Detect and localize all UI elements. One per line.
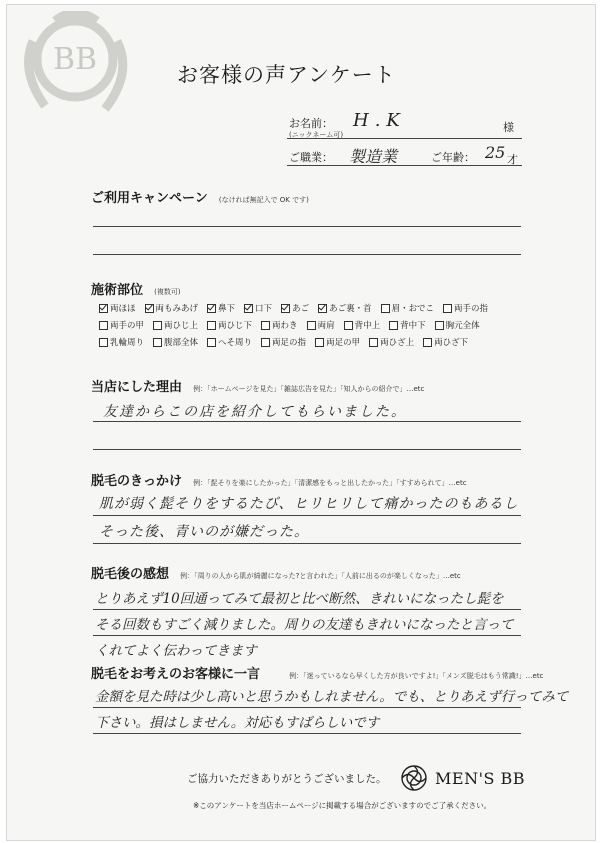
area-option[interactable] [281,302,309,314]
area-option-label: 両わき [272,321,298,331]
areas-heading: 施術部位 [91,283,144,298]
area-option[interactable] [261,336,306,348]
area-checkbox[interactable] [261,321,270,330]
area-option[interactable] [207,302,235,314]
area-option-label: 胸元全体 [445,321,480,331]
trigger-section [91,470,467,489]
area-option-label: 両ほほ [110,304,136,314]
trigger-answer-line-1: 肌が弱く髭そりをするたび、ヒリヒリして痛かったのもあるし [99,496,519,512]
area-checkbox[interactable] [244,304,253,313]
area-option-label: 両肩 [317,321,335,331]
area-option-label: へそ周り [218,338,253,348]
trigger-note: 例：「髭そりを楽にしたかった」「清潔感をもっと出したかった」「すすめられて」…etc [193,479,467,487]
area-option[interactable] [153,319,198,331]
area-checkbox[interactable] [145,304,154,313]
area-option[interactable] [153,336,198,348]
area-option[interactable] [244,302,272,314]
area-option-label: 両ひざ下 [434,338,469,348]
job-value: 製造業 [349,147,398,166]
area-checkbox[interactable] [318,304,327,313]
area-option[interactable] [261,319,298,331]
areas-row [99,336,559,348]
area-checkbox[interactable] [435,321,444,330]
area-option[interactable] [344,319,381,331]
thanks-text: ご協力いただきありがとうございました。 [187,773,387,785]
page-title: お客様の声アンケート [177,63,396,87]
reason-section [91,376,424,395]
area-option-label: 口下 [255,304,273,314]
areas-section [91,279,181,298]
publication-notice: ※このアンケートを当店ホームページに掲載する場合がございますのでご了承ください。 [193,801,492,810]
area-option-label: 腹部全体 [164,338,199,348]
area-option[interactable] [318,302,372,314]
area-checkbox[interactable] [207,304,216,313]
area-option[interactable] [443,302,488,314]
campaign-heading: ご利用キャンペーン [91,191,208,206]
area-option-label: あご [292,304,310,314]
name-sub-label: (ニックネーム可) [289,131,344,139]
impression-heading: 脱毛後の感想 [91,567,170,582]
name-value: H.K [353,110,406,131]
bb-rose-logo-icon [15,11,165,121]
area-checkbox[interactable] [99,321,108,330]
advice-note: 例：「迷っているなら早くした方が良いですよ!」「メンズ脱毛はもう常識!」…etc [289,672,544,680]
area-option-label: 眉・おでこ [391,304,435,314]
area-checkbox[interactable] [153,338,162,347]
impression-answer-line-1: とりあえず10回通ってみて最初と比べ断然、きれいになったし髭を [95,591,504,607]
area-checkbox[interactable] [207,321,216,330]
area-option-label: 両足の甲 [326,338,361,348]
impression-section [91,563,461,582]
svg-text:BB: BB [52,42,98,77]
area-checkbox[interactable] [307,321,316,330]
brand-name: MEN'S BB [435,768,526,788]
advice-section [91,663,543,682]
area-option[interactable] [99,336,144,348]
area-option[interactable] [145,302,199,314]
area-option-label: 両もみあげ [155,304,199,314]
area-option-label: 乳輪周り [110,338,145,348]
areas-note: (複数可) [154,288,181,296]
rose-icon [399,763,429,793]
area-option[interactable] [381,302,434,314]
impression-note: 例：「周りの人から肌が綺麗になった?と言われた」「人前に出るのが楽しくなった」…etc [180,572,461,580]
area-checkbox[interactable] [99,338,108,347]
trigger-heading: 脱毛のきっかけ [91,474,183,489]
age-label: ご年齢： [431,151,475,164]
area-checkbox[interactable] [99,304,108,313]
impression-answer-line-3: くれてよく伝わってきます [95,643,257,659]
area-checkbox[interactable] [281,304,290,313]
advice-answer-line-1: 金額を見た時は少し高いと思うかもしれません。でも、とりあえず行ってみて [95,689,569,705]
area-option[interactable] [423,336,468,348]
area-checkbox[interactable] [207,338,216,347]
area-option[interactable] [207,319,252,331]
reason-note: 例：「ホームページを見た」「雑誌広告を見た」「知人からの紹介で」…etc [193,385,425,393]
area-option-label: 背中下 [400,321,426,331]
areas-row [99,302,559,314]
area-option[interactable] [315,336,360,348]
areas-checklist [99,302,559,353]
age-value: 25 [485,143,506,162]
reason-heading: 当店にした理由 [91,380,183,395]
area-checkbox[interactable] [389,321,398,330]
area-option[interactable] [389,319,426,331]
area-checkbox[interactable] [443,304,452,313]
area-option[interactable] [435,319,480,331]
area-option-label: 鼻下 [218,304,236,314]
area-option-label: あご裏・首 [329,304,372,314]
area-option-label: 両ひじ上 [164,321,199,331]
area-option-label: 両手の指 [454,304,489,314]
trigger-answer-line-2: そった後、青いのが嫌だった。 [99,524,309,540]
areas-row [99,319,559,331]
survey-sheet [6,4,596,841]
area-option[interactable] [99,319,144,331]
campaign-section [91,187,309,206]
area-option-label: 両ひじ下 [218,321,253,331]
area-option[interactable] [99,302,136,314]
age-suffix: 才 [507,153,518,166]
area-checkbox[interactable] [315,338,324,347]
brand-logo [399,763,525,793]
area-option-label: 背中上 [354,321,381,331]
area-option[interactable] [307,319,335,331]
area-checkbox[interactable] [381,304,390,313]
reason-answer: 友達からこの店を紹介してもらいました。 [103,404,407,420]
area-option-label: 両手の甲 [110,321,145,331]
area-checkbox[interactable] [153,321,162,330]
area-checkbox[interactable] [423,338,432,347]
impression-answer-line-2: そる回数もすごく減りました。周りの友達もきれいになったと言って [95,617,514,633]
job-label: ご職業： [289,151,333,164]
area-option[interactable] [369,336,414,348]
area-checkbox[interactable] [261,338,270,347]
area-option-label: 両ひざ上 [380,338,415,348]
area-option-label: 両足の指 [272,338,307,348]
area-option[interactable] [207,336,252,348]
advice-answer-line-2: 下さい。損はしません。対応もすばらしいです [95,715,380,731]
area-checkbox[interactable] [344,321,353,330]
name-suffix: 様 [503,121,514,134]
advice-heading: 脱毛をお考えのお客様に一言 [91,667,261,682]
area-checkbox[interactable] [369,338,378,347]
name-label: お名前： [289,117,333,130]
campaign-note: (なければ無記入で OK です) [218,196,309,204]
